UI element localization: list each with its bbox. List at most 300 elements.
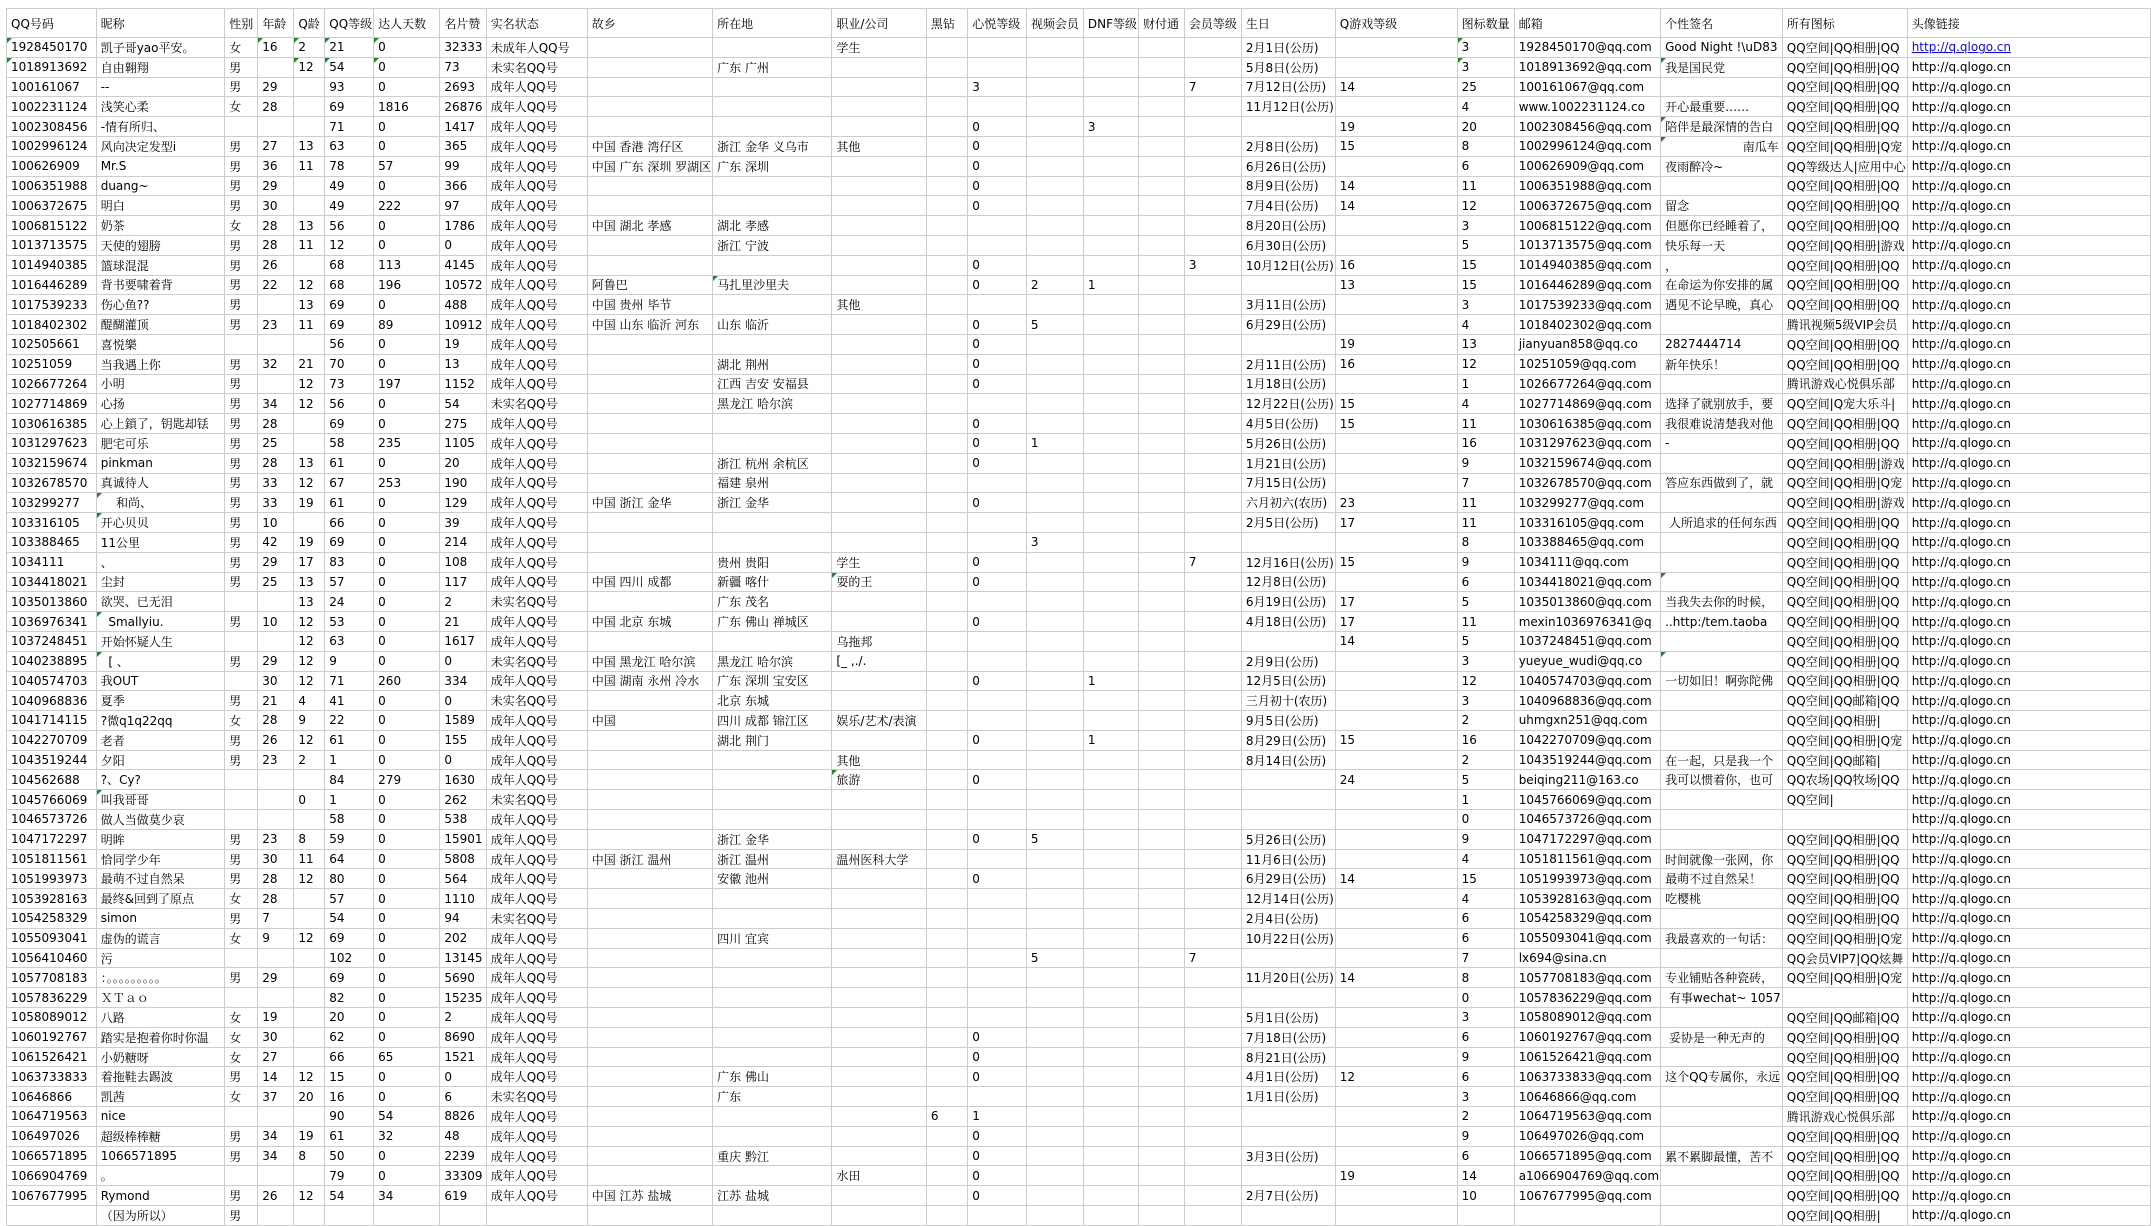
cell-sig[interactable] (1661, 572, 1783, 592)
cell-real[interactable]: 未实名QQ号 (486, 1087, 587, 1107)
cell-icn[interactable]: 3 (1457, 295, 1514, 315)
cell-qg[interactable] (1335, 810, 1457, 830)
cell-home[interactable]: 中国 江苏 盐城 (587, 1186, 712, 1206)
cell-email[interactable]: 1037248451@qq.com (1514, 631, 1660, 651)
cell-dnf[interactable]: 1 (1083, 671, 1138, 691)
cell-vip[interactable] (1184, 315, 1241, 335)
cell-vid[interactable] (1026, 928, 1083, 948)
cell-dnf[interactable] (1083, 1047, 1138, 1067)
cell-home[interactable] (587, 1166, 712, 1186)
cell-icons[interactable]: QQ空间|QQ相册|游戏 (1782, 493, 1907, 513)
cell-url[interactable]: http://q.qlogo.cn (1907, 97, 2150, 117)
cell-dnf[interactable] (1083, 374, 1138, 394)
cell-zan[interactable]: 334 (440, 671, 486, 691)
cell-qq[interactable]: 1034418021 (7, 572, 97, 592)
cell-email[interactable]: 10251059@qq.com (1514, 354, 1660, 374)
cell-cft[interactable] (1139, 38, 1185, 58)
cell-real[interactable]: 成年人QQ号 (486, 156, 587, 176)
cell-dnf[interactable] (1083, 38, 1138, 58)
cell-sex[interactable]: 男 (225, 513, 258, 533)
cell-nick[interactable]: 最终&回到了原点 (96, 889, 225, 909)
column-header-bday[interactable]: 生日 (1241, 9, 1335, 38)
cell-xy[interactable]: 0 (968, 612, 1027, 632)
cell-nick[interactable]: 踏实是抱着你时你温 (96, 1027, 225, 1047)
cell-icons[interactable]: QQ空间|QQ相册|QQ (1782, 57, 1907, 77)
cell-url[interactable]: http://q.qlogo.cn (1907, 334, 2150, 354)
cell-icons[interactable]: QQ空间|QQ相册|QQ (1782, 513, 1907, 533)
column-header-daren[interactable]: 达人天数 (374, 9, 440, 38)
cell-zan[interactable]: 21 (440, 612, 486, 632)
cell-zan[interactable]: 32333 (440, 38, 486, 58)
cell-nick[interactable]: ＸＴａｏ (96, 988, 225, 1008)
cell-job[interactable] (832, 1087, 926, 1107)
cell-sex[interactable]: 男 (225, 275, 258, 295)
cell-zan[interactable]: 94 (440, 909, 486, 929)
cell-nick[interactable]: 小明 (96, 374, 225, 394)
cell-zan[interactable]: 2239 (440, 1146, 486, 1166)
cell-loc[interactable] (713, 176, 832, 196)
cell-icn[interactable]: 6 (1457, 1146, 1514, 1166)
cell-age[interactable] (258, 810, 294, 830)
cell-url[interactable]: http://q.qlogo.cn (1907, 433, 2150, 453)
cell-bday[interactable]: 2月11日(公历) (1241, 354, 1335, 374)
cell-cft[interactable] (1139, 532, 1185, 552)
cell-vid[interactable] (1026, 1027, 1083, 1047)
cell-daren[interactable]: 0 (374, 612, 440, 632)
cell-icons[interactable]: QQ空间|QQ相册|QQ (1782, 1067, 1907, 1087)
cell-level[interactable]: 57 (325, 572, 374, 592)
cell-email[interactable]: 1014940385@qq.com (1514, 255, 1660, 275)
cell-level[interactable]: 71 (325, 671, 374, 691)
cell-qq[interactable]: 1002996124 (7, 136, 97, 156)
cell-cft[interactable] (1139, 928, 1185, 948)
cell-url[interactable]: http://q.qlogo.cn (1907, 473, 2150, 493)
cell-sex[interactable] (225, 770, 258, 790)
column-header-url[interactable]: 头像链接 (1907, 9, 2150, 38)
cell-vid[interactable] (1026, 156, 1083, 176)
cell-url[interactable]: http://q.qlogo.cn (1907, 552, 2150, 572)
cell-qq[interactable]: 1002308456 (7, 117, 97, 137)
cell-age[interactable] (258, 57, 294, 77)
cell-qage[interactable] (294, 97, 325, 117)
cell-icn[interactable]: 3 (1457, 1008, 1514, 1028)
cell-qg[interactable]: 19 (1335, 334, 1457, 354)
cell-vid[interactable] (1026, 176, 1083, 196)
cell-level[interactable]: 24 (325, 592, 374, 612)
cell-sex[interactable]: 男 (225, 57, 258, 77)
cell-age[interactable]: 33 (258, 473, 294, 493)
cell-email[interactable]: 103299277@qq.com (1514, 493, 1660, 513)
cell-qq[interactable]: 103299277 (7, 493, 97, 513)
cell-home[interactable] (587, 631, 712, 651)
column-header-job[interactable]: 职业/公司 (832, 9, 926, 38)
cell-cft[interactable] (1139, 493, 1185, 513)
cell-qage[interactable]: 13 (294, 572, 325, 592)
cell-email[interactable]: jianyuan858@qq.co (1514, 334, 1660, 354)
cell-email[interactable]: 1018402302@qq.com (1514, 315, 1660, 335)
cell-qg[interactable]: 13 (1335, 275, 1457, 295)
cell-icn[interactable]: 3 (1457, 691, 1514, 711)
cell-home[interactable] (587, 117, 712, 137)
cell-vip[interactable] (1184, 1126, 1241, 1146)
cell-qage[interactable] (294, 1166, 325, 1186)
cell-bday[interactable] (1241, 770, 1335, 790)
cell-qq[interactable]: 1056410460 (7, 948, 97, 968)
cell-qq[interactable]: 1067677995 (7, 1186, 97, 1206)
cell-xy[interactable]: 0 (968, 433, 1027, 453)
cell-hz[interactable] (926, 136, 967, 156)
cell-loc[interactable]: 四川 成都 锦江区 (713, 711, 832, 731)
cell-level[interactable]: 49 (325, 176, 374, 196)
cell-icn[interactable]: 11 (1457, 493, 1514, 513)
cell-dnf[interactable] (1083, 691, 1138, 711)
cell-nick[interactable]: 虚伪的谎言 (96, 928, 225, 948)
cell-age[interactable] (258, 374, 294, 394)
cell-cft[interactable] (1139, 552, 1185, 572)
cell-loc[interactable] (713, 988, 832, 1008)
cell-nick[interactable]: 肥宅可乐 (96, 433, 225, 453)
cell-icn[interactable]: 6 (1457, 156, 1514, 176)
cell-sig[interactable]: 累不累脚最懂，苦不 (1661, 1146, 1783, 1166)
cell-dnf[interactable] (1083, 216, 1138, 236)
cell-qq[interactable]: 1006351988 (7, 176, 97, 196)
cell-xy[interactable]: 0 (968, 829, 1027, 849)
cell-level[interactable]: 16 (325, 1087, 374, 1107)
cell-sex[interactable]: 男 (225, 315, 258, 335)
cell-vip[interactable]: 7 (1184, 552, 1241, 572)
cell-sig[interactable]: 选择了就别放手，要 (1661, 394, 1783, 414)
cell-sig[interactable] (1661, 711, 1783, 731)
cell-sex[interactable]: 男 (225, 235, 258, 255)
cell-dnf[interactable] (1083, 810, 1138, 830)
cell-loc[interactable]: 浙江 金华 (713, 493, 832, 513)
cell-vid[interactable] (1026, 374, 1083, 394)
cell-email[interactable]: 1016446289@qq.com (1514, 275, 1660, 295)
cell-cft[interactable] (1139, 414, 1185, 434)
cell-qage[interactable] (294, 1047, 325, 1067)
cell-qg[interactable] (1335, 1008, 1457, 1028)
cell-nick[interactable]: 老者 (96, 730, 225, 750)
cell-real[interactable]: 成年人QQ号 (486, 1008, 587, 1028)
cell-home[interactable] (587, 196, 712, 216)
cell-bday[interactable]: 2月4日(公历) (1241, 909, 1335, 929)
cell-sex[interactable]: 男 (225, 433, 258, 453)
cell-icn[interactable]: 12 (1457, 354, 1514, 374)
cell-dnf[interactable] (1083, 1087, 1138, 1107)
cell-cft[interactable] (1139, 968, 1185, 988)
cell-vip[interactable] (1184, 117, 1241, 137)
cell-qage[interactable] (294, 196, 325, 216)
cell-job[interactable] (832, 1067, 926, 1087)
cell-hz[interactable] (926, 117, 967, 137)
cell-qage[interactable]: 11 (294, 156, 325, 176)
cell-email[interactable]: 1032678570@qq.com (1514, 473, 1660, 493)
cell-dnf[interactable] (1083, 829, 1138, 849)
cell-url[interactable]: http://q.qlogo.cn (1907, 968, 2150, 988)
cell-vip[interactable] (1184, 592, 1241, 612)
cell-qage[interactable] (294, 988, 325, 1008)
cell-icn[interactable]: 14 (1457, 1166, 1514, 1186)
cell-nick[interactable]: 夕阳 (96, 750, 225, 770)
cell-loc[interactable]: 江西 吉安 安福县 (713, 374, 832, 394)
cell-home[interactable] (587, 948, 712, 968)
cell-home[interactable] (587, 1027, 712, 1047)
cell-loc[interactable] (713, 196, 832, 216)
cell-daren[interactable]: 0 (374, 295, 440, 315)
cell-xy[interactable]: 0 (968, 730, 1027, 750)
cell-dnf[interactable] (1083, 631, 1138, 651)
cell-nick[interactable]: 背书要啸着背 (96, 275, 225, 295)
cell-daren[interactable]: 32 (374, 1126, 440, 1146)
cell-home[interactable]: 中国 黑龙江 哈尔滨 (587, 651, 712, 671)
cell-home[interactable]: 中国 (587, 711, 712, 731)
cell-email[interactable]: 1061526421@qq.com (1514, 1047, 1660, 1067)
cell-sex[interactable]: 男 (225, 176, 258, 196)
cell-vid[interactable] (1026, 1067, 1083, 1087)
cell-level[interactable]: 56 (325, 334, 374, 354)
cell-zan[interactable]: 1521 (440, 1047, 486, 1067)
cell-qage[interactable] (294, 176, 325, 196)
cell-loc[interactable]: 湖北 孝感 (713, 216, 832, 236)
cell-qq[interactable]: 104562688 (7, 770, 97, 790)
cell-icons[interactable]: QQ空间|QQ相册|游戏 (1782, 235, 1907, 255)
cell-email[interactable]: 1006372675@qq.com (1514, 196, 1660, 216)
cell-daren[interactable]: 0 (374, 1027, 440, 1047)
cell-hz[interactable] (926, 1027, 967, 1047)
cell-icons[interactable]: QQ空间|QQ相册| (1782, 1206, 1907, 1226)
cell-job[interactable] (832, 790, 926, 810)
column-header-nick[interactable]: 昵称 (96, 9, 225, 38)
cell-level[interactable]: 59 (325, 829, 374, 849)
cell-hz[interactable] (926, 790, 967, 810)
cell-level[interactable]: 68 (325, 255, 374, 275)
cell-vid[interactable] (1026, 57, 1083, 77)
cell-icn[interactable]: 3 (1457, 57, 1514, 77)
cell-vip[interactable] (1184, 750, 1241, 770)
cell-email[interactable]: 1046573726@qq.com (1514, 810, 1660, 830)
column-header-icn[interactable]: 图标数量 (1457, 9, 1514, 38)
cell-nick[interactable]: 明眸 (96, 829, 225, 849)
cell-loc[interactable] (713, 889, 832, 909)
cell-email[interactable]: 103388465@qq.com (1514, 532, 1660, 552)
cell-cft[interactable] (1139, 790, 1185, 810)
cell-xy[interactable]: 0 (968, 572, 1027, 592)
cell-icons[interactable]: QQ空间|QQ相册|QQ (1782, 334, 1907, 354)
cell-icons[interactable]: 腾讯游戏心悦俱乐部 (1782, 374, 1907, 394)
cell-dnf[interactable] (1083, 889, 1138, 909)
cell-icn[interactable]: 11 (1457, 176, 1514, 196)
cell-vid[interactable] (1026, 97, 1083, 117)
cell-real[interactable]: 成年人QQ号 (486, 354, 587, 374)
cell-vip[interactable] (1184, 829, 1241, 849)
cell-zan[interactable]: 15901 (440, 829, 486, 849)
cell-loc[interactable]: 浙江 金华 义乌市 (713, 136, 832, 156)
cell-email[interactable]: yueyue_wudi@qq.co (1514, 651, 1660, 671)
cell-xy[interactable]: 0 (968, 334, 1027, 354)
cell-bday[interactable]: 8月21日(公历) (1241, 1047, 1335, 1067)
cell-home[interactable] (587, 77, 712, 97)
cell-home[interactable] (587, 374, 712, 394)
cell-level[interactable]: 63 (325, 136, 374, 156)
cell-nick[interactable]: 自由翱翔 (96, 57, 225, 77)
cell-icn[interactable]: 4 (1457, 97, 1514, 117)
cell-icons[interactable]: QQ空间|QQ相册|QQ (1782, 1027, 1907, 1047)
cell-cft[interactable] (1139, 730, 1185, 750)
column-header-sig[interactable]: 个性签名 (1661, 9, 1783, 38)
cell-job[interactable] (832, 334, 926, 354)
cell-hz[interactable] (926, 968, 967, 988)
cell-icn[interactable]: 3 (1457, 1087, 1514, 1107)
cell-xy[interactable]: 1 (968, 1107, 1027, 1127)
cell-vid[interactable] (1026, 790, 1083, 810)
cell-hz[interactable] (926, 532, 967, 552)
cell-nick[interactable]: 风向决定发型i (96, 136, 225, 156)
cell-vip[interactable] (1184, 1107, 1241, 1127)
cell-age[interactable]: 32 (258, 354, 294, 374)
cell-xy[interactable] (968, 295, 1027, 315)
cell-nick[interactable]: 喜悦樂 (96, 334, 225, 354)
cell-hz[interactable] (926, 295, 967, 315)
cell-nick[interactable]: pinkman (96, 453, 225, 473)
cell-qq[interactable]: 1058089012 (7, 1008, 97, 1028)
cell-daren[interactable]: 0 (374, 651, 440, 671)
cell-daren[interactable]: 0 (374, 394, 440, 414)
cell-email[interactable]: 1057836229@qq.com (1514, 988, 1660, 1008)
cell-job[interactable]: 其他 (832, 295, 926, 315)
cell-qage[interactable]: 19 (294, 1126, 325, 1146)
cell-sex[interactable]: 女 (225, 97, 258, 117)
cell-level[interactable]: 69 (325, 532, 374, 552)
cell-email[interactable]: 1030616385@qq.com (1514, 414, 1660, 434)
cell-icons[interactable]: QQ空间|QQ相册|QQ (1782, 275, 1907, 295)
cell-dnf[interactable] (1083, 572, 1138, 592)
cell-vid[interactable] (1026, 1166, 1083, 1186)
cell-qage[interactable]: 8 (294, 1146, 325, 1166)
cell-sex[interactable]: 男 (225, 909, 258, 929)
cell-sig[interactable] (1661, 77, 1783, 97)
cell-qg[interactable]: 19 (1335, 1166, 1457, 1186)
cell-loc[interactable]: 广东 佛山 (713, 1067, 832, 1087)
cell-qq[interactable]: 1051811561 (7, 849, 97, 869)
cell-daren[interactable]: 0 (374, 1067, 440, 1087)
cell-vid[interactable]: 5 (1026, 315, 1083, 335)
cell-email[interactable]: 1051811561@qq.com (1514, 849, 1660, 869)
cell-vid[interactable] (1026, 77, 1083, 97)
cell-sex[interactable]: 男 (225, 1146, 258, 1166)
cell-daren[interactable]: 0 (374, 750, 440, 770)
cell-dnf[interactable] (1083, 77, 1138, 97)
cell-icn[interactable]: 1 (1457, 374, 1514, 394)
cell-level[interactable]: 93 (325, 77, 374, 97)
cell-xy[interactable] (968, 513, 1027, 533)
cell-email[interactable]: 1006815122@qq.com (1514, 216, 1660, 236)
cell-zan[interactable]: 1630 (440, 770, 486, 790)
cell-job[interactable] (832, 1008, 926, 1028)
cell-qg[interactable]: 16 (1335, 354, 1457, 374)
cell-sex[interactable] (225, 948, 258, 968)
cell-real[interactable]: 成年人QQ号 (486, 928, 587, 948)
cell-url[interactable]: http://q.qlogo.cn (1907, 453, 2150, 473)
cell-qg[interactable]: 23 (1335, 493, 1457, 513)
cell-level[interactable]: 71 (325, 117, 374, 137)
cell-real[interactable]: 未实名QQ号 (486, 691, 587, 711)
cell-nick[interactable]: 着拖鞋去踢波 (96, 1067, 225, 1087)
cell-vid[interactable] (1026, 196, 1083, 216)
cell-icons[interactable]: QQ空间|QQ相册|QQ (1782, 414, 1907, 434)
cell-home[interactable]: 阿鲁巴 (587, 275, 712, 295)
cell-daren[interactable]: 0 (374, 968, 440, 988)
cell-age[interactable]: 34 (258, 1126, 294, 1146)
cell-nick[interactable]: ?微q1q22qq (96, 711, 225, 731)
cell-url[interactable]: http://q.qlogo.cn (1907, 612, 2150, 632)
cell-icons[interactable]: QQ空间|QQ相册|QQ (1782, 38, 1907, 58)
cell-sex[interactable]: 男 (225, 255, 258, 275)
cell-vid[interactable]: 2 (1026, 275, 1083, 295)
cell-qg[interactable] (1335, 691, 1457, 711)
column-header-real[interactable]: 实名状态 (486, 9, 587, 38)
cell-zan[interactable]: 39 (440, 513, 486, 533)
cell-vip[interactable] (1184, 334, 1241, 354)
cell-cft[interactable] (1139, 295, 1185, 315)
cell-qq[interactable]: 1040574703 (7, 671, 97, 691)
cell-daren[interactable]: 1816 (374, 97, 440, 117)
cell-cft[interactable] (1139, 176, 1185, 196)
cell-zan[interactable]: 365 (440, 136, 486, 156)
cell-nick[interactable]: ?、Cy? (96, 770, 225, 790)
cell-real[interactable]: 未实名QQ号 (486, 592, 587, 612)
cell-zan[interactable]: 1105 (440, 433, 486, 453)
cell-qg[interactable] (1335, 1126, 1457, 1146)
cell-qage[interactable]: 4 (294, 691, 325, 711)
cell-dnf[interactable] (1083, 1206, 1138, 1226)
cell-hz[interactable] (926, 651, 967, 671)
cell-qg[interactable] (1335, 473, 1457, 493)
cell-sex[interactable] (225, 671, 258, 691)
cell-icons[interactable]: QQ空间|QQ相册|QQ (1782, 592, 1907, 612)
cell-loc[interactable] (713, 97, 832, 117)
cell-qg[interactable]: 14 (1335, 869, 1457, 889)
cell-qq[interactable]: 100161067 (7, 77, 97, 97)
cell-xy[interactable] (968, 97, 1027, 117)
cell-bday[interactable] (1241, 1126, 1335, 1146)
cell-sig[interactable]: 答应东西做到了，就 (1661, 473, 1783, 493)
cell-email[interactable]: 1057708183@qq.com (1514, 968, 1660, 988)
cell-url[interactable]: http://q.qlogo.cn (1907, 196, 2150, 216)
cell-level[interactable]: 50 (325, 1146, 374, 1166)
cell-job[interactable] (832, 57, 926, 77)
cell-icons[interactable]: QQ空间|QQ相册|QQ (1782, 869, 1907, 889)
cell-zan[interactable]: 4145 (440, 255, 486, 275)
cell-icn[interactable]: 6 (1457, 1027, 1514, 1047)
cell-vid[interactable] (1026, 414, 1083, 434)
cell-job[interactable] (832, 1206, 926, 1226)
cell-daren[interactable]: 0 (374, 176, 440, 196)
cell-qq[interactable]: 1063733833 (7, 1067, 97, 1087)
cell-email[interactable]: 1018913692@qq.com (1514, 57, 1660, 77)
cell-qg[interactable] (1335, 97, 1457, 117)
cell-vid[interactable] (1026, 334, 1083, 354)
cell-qage[interactable]: 12 (294, 1186, 325, 1206)
cell-email[interactable]: mexin1036976341@q (1514, 612, 1660, 632)
cell-age[interactable] (258, 790, 294, 810)
cell-qg[interactable]: 14 (1335, 196, 1457, 216)
cell-home[interactable] (587, 829, 712, 849)
cell-hz[interactable] (926, 216, 967, 236)
cell-age[interactable]: 28 (258, 711, 294, 731)
cell-job[interactable] (832, 255, 926, 275)
cell-dnf[interactable] (1083, 433, 1138, 453)
cell-dnf[interactable] (1083, 1146, 1138, 1166)
